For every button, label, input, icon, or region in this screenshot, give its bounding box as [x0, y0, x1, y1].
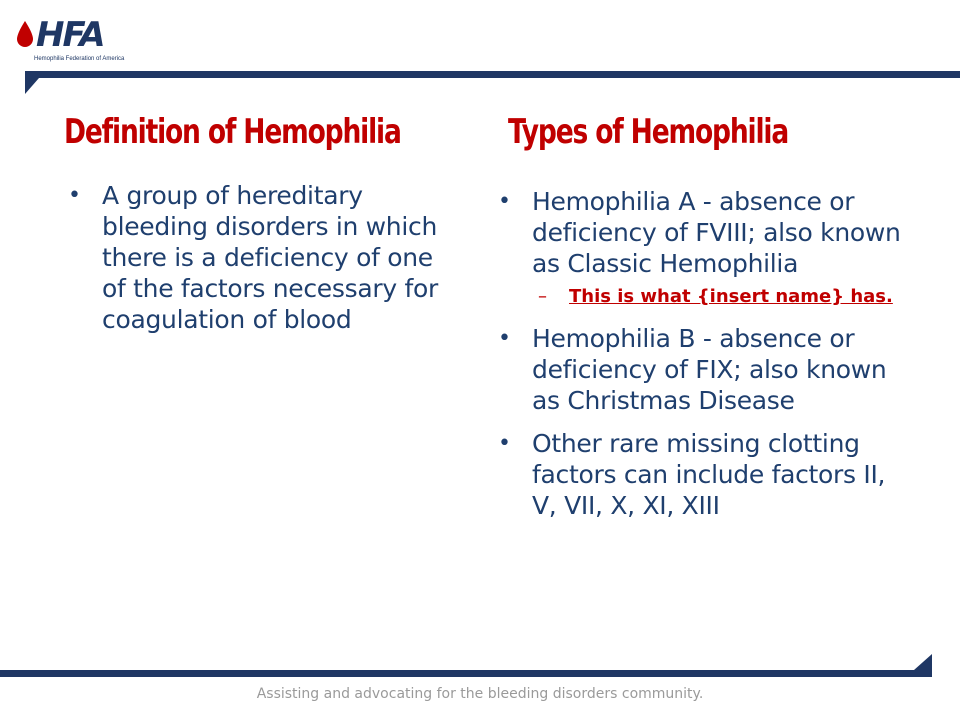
logo-tagline: Hemophilia Federation of America — [34, 56, 125, 62]
insert-name-sub-bullet — [494, 285, 914, 309]
type-bullet-hemophilia-b: • Hemophilia B - absence or deficiency of FIX; also known as Christmas Disease — [494, 323, 914, 416]
hfa-logo — [14, 14, 124, 66]
types-list — [494, 186, 914, 533]
top-bar-notch — [25, 78, 39, 94]
definition-bullet: • A group of hereditary bleeding disorders in which there is a deficiency of one of the factors necessary for coagulation of blood — [64, 180, 454, 335]
blood-drop-icon — [16, 20, 34, 48]
insert-name-text: This is what {insert name} has. — [569, 286, 893, 307]
types-heading: Types of Hemophilia — [508, 112, 789, 152]
dash-marker: – — [538, 286, 547, 307]
type-bullet-other-factors: • Other rare missing clotting factors can include factors II, V, VII, X, XI, XIII — [494, 428, 914, 521]
definition-heading: Definition of Hemophilia — [64, 112, 401, 152]
bottom-bar-notch — [914, 654, 932, 670]
footer-tagline: Assisting and advocating for the bleeding disorders community. — [256, 686, 704, 702]
bottom-divider-bar — [0, 670, 932, 677]
top-divider-bar — [25, 71, 960, 78]
type-bullet-hemophilia-a: • Hemophilia A - absence or deficiency of FVIII; also known as Classic Hemophilia — [494, 186, 914, 279]
definition-list — [64, 180, 454, 347]
logo-text: HFA — [36, 15, 104, 55]
